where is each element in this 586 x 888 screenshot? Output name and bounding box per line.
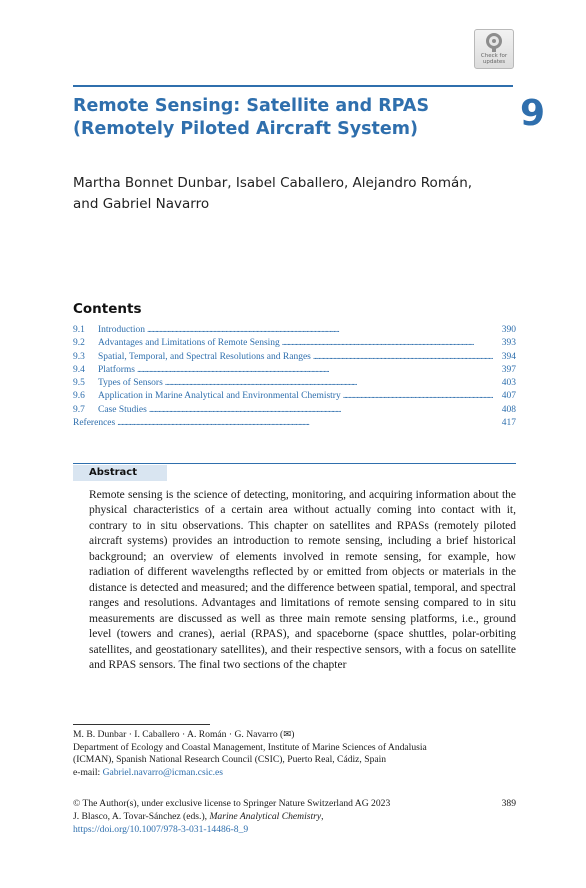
- toc-leader-dots: [343, 390, 493, 403]
- toc-entry-number: 9.3: [73, 351, 85, 362]
- chapter-title: [73, 95, 473, 141]
- toc-entry[interactable]: [73, 364, 516, 377]
- toc-entry-page: 394: [501, 351, 516, 362]
- check-for-updates-badge[interactable]: [474, 29, 514, 69]
- affiliation-names: M. B. Dunbar · I. Caballero · A. Román · G. Navarro (✉): [73, 729, 295, 740]
- toc-entry-title: Types of Sensors: [98, 378, 163, 389]
- toc-entry-page: 390: [501, 325, 516, 335]
- affiliation-line2: (ICMAN), Spanish National Research Council (CSIC), Puerto Real, Cádiz, Spain: [73, 754, 387, 766]
- contents-heading: Contents: [73, 301, 142, 317]
- toc-entry-page: 393: [501, 338, 516, 349]
- abstract-rule: [73, 463, 516, 464]
- toc-entry-title: Case Studies: [98, 404, 147, 415]
- author-list: [73, 173, 493, 215]
- citation-line: [73, 811, 393, 824]
- doi-link[interactable]: https://doi.org/10.1007/978-3-031-14486-8_9: [73, 823, 249, 835]
- email-link[interactable]: Gabriel.navarro@icman.csic.es: [102, 766, 224, 778]
- toc-entry-title: Spatial, Temporal, and Spectral Resolutions and Ranges: [98, 351, 311, 362]
- copyright-line: © The Author(s), under exclusive license to Springer Nature Switzerland AG 2023: [73, 798, 391, 809]
- citation-editors: J. Blasco, A. Tovar-Sánchez (eds.),: [73, 810, 210, 822]
- toc-entry-page: 417: [501, 418, 516, 429]
- abstract-text: Remote sensing is the science of detecting, monitoring, and acquiring information about the physical characteristics of a certain area without actually coming into contact with it, contrary to in situ observations. This chapter on satellites and RPASs (remotely piloted aircraft systems) provides an introduction to remote sensing, including a brief historical background; an overview of elements involved in remote sensing, for example, how radiation of different wavelengths reflected by or emitted from objects or materials in the distance is detected and measured; and the difference between spatial, temporal, and spectral ranges and resolutions. Advantages and limitations of remote sensing compared to in situ measurements are discussed as well as three main remote sensing platforms, i.e., ground level (towers and cranes), aerial (RPAS), and spaceborne (space shuttles, polar-orbiting satellites, and geostationary satellites), and their respective sensors, with a focus on satellite and RPAS sensors. The final two sections of the chapter: [89, 489, 516, 671]
- toc-entry-title: Platforms: [98, 364, 135, 375]
- footnote-rule: [73, 724, 210, 725]
- toc-entry-number: 9.4: [73, 364, 85, 375]
- book-title: Marine Analytical Chemistry: [209, 810, 322, 822]
- toc-leader-dots: [282, 337, 493, 350]
- toc-entry[interactable]: [73, 324, 516, 337]
- abstract-label: Abstract: [73, 465, 167, 481]
- page-number: 389: [501, 798, 516, 809]
- toc-entry[interactable]: [73, 351, 516, 364]
- affiliation-email-line: [73, 767, 513, 780]
- toc-entry[interactable]: [73, 337, 516, 350]
- chapter-number: 9: [520, 93, 546, 134]
- badge-line1: Check for: [480, 53, 508, 59]
- authors-line1: Martha Bonnet Dunbar, Isabel Caballero, Alejandro Román,: [73, 175, 473, 191]
- toc-entry[interactable]: [73, 390, 516, 403]
- toc-entry-page: 403: [501, 378, 516, 389]
- toc-leader-dots: [147, 324, 493, 337]
- toc-leader-dots: [165, 377, 493, 390]
- toc-entry-title: Application in Marine Analytical and Environmental Chemistry: [98, 391, 341, 402]
- authors-line2: and Gabriel Navarro: [73, 196, 210, 212]
- affiliation-line1: Department of Ecology and Coastal Management, Institute of Marine Sciences of Andalusia: [73, 741, 427, 753]
- toc-entry-title: References: [73, 418, 116, 429]
- toc-entry-page: 407: [501, 391, 516, 402]
- chapter-title-line1: Remote Sensing: Satellite and RPAS: [73, 96, 430, 116]
- badge-line2: updates: [482, 59, 506, 65]
- toc-entry[interactable]: [73, 404, 516, 417]
- toc-entry-title: Advantages and Limitations of Remote Sensing: [98, 338, 280, 349]
- toc-entry-title: Introduction: [98, 325, 145, 335]
- toc-leader-dots: [313, 351, 493, 364]
- toc-entry-page: 397: [501, 364, 516, 375]
- toc-leader-dots: [137, 364, 493, 377]
- toc-entry[interactable]: [73, 417, 516, 430]
- toc-entry-number: 9.2: [73, 338, 85, 349]
- toc-entry-page: 408: [501, 404, 516, 415]
- toc-entry-number: 9.1: [73, 325, 85, 335]
- chapter-title-line2: (Remotely Piloted Aircraft System): [73, 119, 418, 139]
- toc-entry[interactable]: [73, 377, 516, 390]
- toc-entry-number: 9.6: [73, 391, 85, 402]
- citation-suffix: ,: [321, 810, 324, 822]
- toc-entry-number: 9.7: [73, 404, 85, 415]
- copyright-block: [73, 798, 393, 836]
- author-affiliation: [73, 729, 513, 779]
- toc-entry-number: 9.5: [73, 378, 85, 389]
- table-of-contents: [73, 324, 516, 430]
- email-label: e-mail:: [73, 766, 103, 778]
- toc-leader-dots: [117, 417, 493, 430]
- title-rule: [73, 85, 513, 87]
- toc-leader-dots: [149, 404, 493, 417]
